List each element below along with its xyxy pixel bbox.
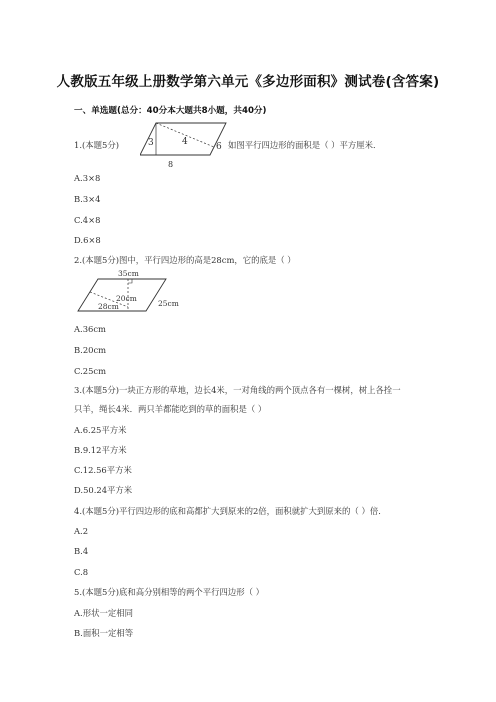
q2-text: 2.(本题5分)图中，平行四边形的高是28cm，它的底是（ ） [74, 255, 296, 265]
q1-label-middle: 4 [182, 137, 188, 147]
q1-label-height: 3 [148, 138, 154, 148]
page-title: 人教版五年级上册数学第六单元《多边形面积》测试卷(含答案) [56, 74, 440, 90]
q3-line-2: 只羊，绳长4米．两只羊都能吃到的草的面积是（ ） [74, 404, 267, 414]
q3-option-b: B.9.12平方米 [74, 445, 127, 455]
q5-text: 5.(本题5分)底和高分别相等的两个平行四边形（ ） [74, 587, 265, 597]
section-heading: 一、单选题(总分：40分本大题共8小题，共40分) [74, 106, 267, 116]
q2-option-c: C.25cm [74, 366, 107, 376]
q2-label-right: 25cm [158, 299, 179, 308]
q3-line-1: 3.(本题5分)一块正方形的草地，边长4米，一对角线的两个顶点各有一棵树，树上各拴一 [74, 385, 401, 395]
q3-option-a: A.6.25平方米 [74, 425, 127, 435]
q4-option-c: C.8 [74, 567, 89, 577]
q1-text: 如图平行四边形的面积是（ ）平方厘米． [228, 140, 382, 150]
q1-option-d: D.6×8 [74, 235, 101, 245]
q5-option-a: A.形状一定相同 [74, 608, 133, 618]
q2-option-a: A.36cm [74, 324, 106, 334]
q1-option-c: C.4×8 [74, 215, 101, 225]
q4-option-a: A.2 [74, 526, 89, 536]
q5-option-b: B.面积一定相等 [74, 628, 134, 638]
q1-prefix: 1.(本题5分) [74, 140, 119, 150]
q3-option-c: C.12.56平方米 [74, 465, 132, 475]
q2-label-left: 28cm [98, 302, 119, 311]
q1-option-a: A.3×8 [74, 173, 101, 183]
q2-parallelogram-figure [76, 267, 186, 319]
q4-text: 4.(本题5分)平行四边形的底和高都扩大到原来的2倍，面积就扩大到原来的（ ）倍． [74, 506, 387, 516]
q2-right-angle [128, 279, 132, 283]
q2-label-top: 35cm [118, 269, 139, 278]
q2-option-b: B.20cm [74, 345, 107, 355]
q4-option-b: B.4 [74, 546, 89, 556]
q1-option-b: B.3×4 [74, 194, 101, 204]
q2-label-height: 20cm [116, 294, 137, 303]
q3-option-d: D.50.24平方米 [74, 485, 133, 495]
q1-label-base: 8 [168, 160, 174, 169]
q1-label-side: 6 [216, 142, 222, 152]
q1-parallelogram-figure [140, 118, 230, 170]
